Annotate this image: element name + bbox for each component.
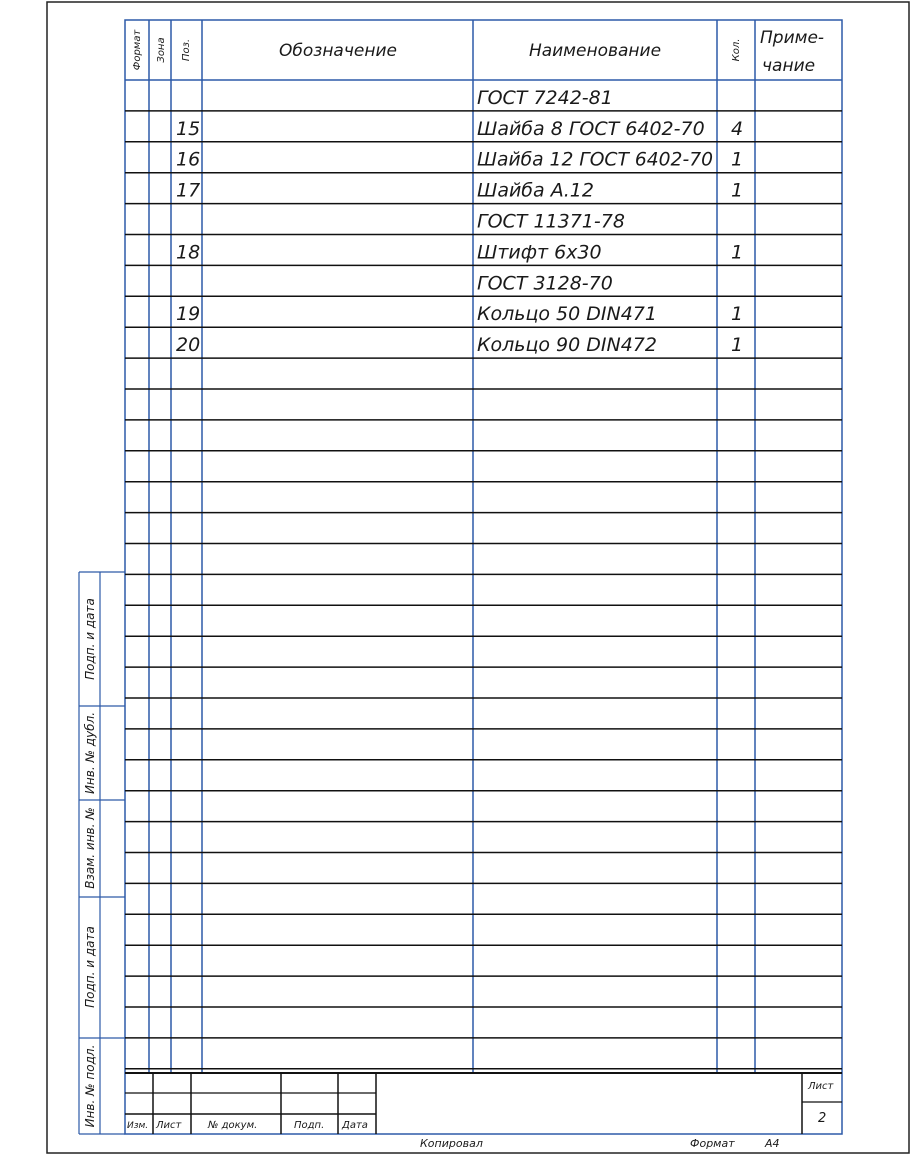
row-pos: 16 — [176, 148, 201, 171]
table-row — [176, 334, 743, 356]
row-qty: 1 — [731, 241, 744, 264]
header-note-line2: чание — [762, 56, 816, 76]
row-pos: 19 — [176, 303, 201, 326]
header-format: Формат — [132, 29, 143, 71]
table-row — [477, 272, 613, 294]
row-pos: 18 — [176, 241, 201, 264]
side-label-sign-date-2: Подп. и дата — [83, 926, 97, 1008]
table-row — [477, 87, 613, 109]
header-note-line1: Приме- — [760, 28, 825, 48]
table-body — [176, 87, 743, 356]
row-name: Кольцо 90 DIN472 — [477, 334, 657, 357]
side-stamp-block — [79, 572, 125, 1134]
row-name: Кольцо 50 DIN471 — [477, 303, 657, 326]
sheet-label: Лист — [808, 1081, 834, 1092]
side-label-inv-dubl: Инв. № дубл. — [83, 711, 97, 795]
row-name: Шайба 8 ГОСТ 6402-70 — [477, 117, 705, 140]
side-label-vzam-inv: Взам. инв. № — [83, 807, 97, 889]
row-qty: 1 — [731, 179, 744, 202]
table-row — [176, 118, 743, 140]
side-label-sign-date-1: Подп. и дата — [83, 598, 97, 680]
title-sign-label: Подп. — [294, 1120, 325, 1131]
title-block — [125, 1073, 842, 1134]
title-date-label: Дата — [342, 1120, 368, 1131]
header-name: Наименование — [528, 41, 662, 61]
row-name: Шайба 12 ГОСТ 6402-70 — [477, 148, 713, 171]
table-row — [176, 149, 743, 171]
row-qty: 1 — [731, 334, 744, 357]
page-border — [47, 2, 909, 1153]
header-qty: Кол. — [731, 38, 742, 62]
header-pos: Поз. — [181, 38, 192, 62]
header-designation: Обозначение — [279, 41, 397, 61]
row-pos: 20 — [176, 334, 201, 357]
table-row — [477, 211, 625, 233]
row-qty: 1 — [731, 303, 744, 326]
row-name: Штифт 6х30 — [477, 241, 602, 264]
row-qty: 1 — [731, 148, 744, 171]
footer-copied: Копировал — [420, 1137, 483, 1150]
table-row — [176, 180, 743, 202]
side-label-inv-podl: Инв. № подл. — [83, 1044, 97, 1128]
table-row — [176, 241, 743, 263]
row-qty: 4 — [731, 117, 744, 140]
header-zone: Зона — [156, 37, 167, 63]
table-header — [125, 28, 842, 80]
sheet-number: 2 — [818, 1111, 827, 1126]
table-grid — [125, 20, 842, 1073]
row-name: ГОСТ 7242-81 — [477, 86, 613, 109]
footer-format-value: А4 — [765, 1137, 780, 1150]
row-name: ГОСТ 11371-78 — [477, 210, 625, 233]
footer-format-label: Формат — [690, 1137, 735, 1150]
title-izm-label: Изм. — [127, 1121, 149, 1131]
row-name: ГОСТ 3128-70 — [477, 272, 613, 295]
row-name: Шайба А.12 — [477, 179, 594, 202]
title-doc-no-label: № докум. — [208, 1120, 258, 1131]
title-list-label: Лист — [156, 1120, 182, 1131]
row-pos: 15 — [176, 117, 201, 140]
row-pos: 17 — [176, 179, 201, 202]
table-row — [176, 303, 743, 325]
